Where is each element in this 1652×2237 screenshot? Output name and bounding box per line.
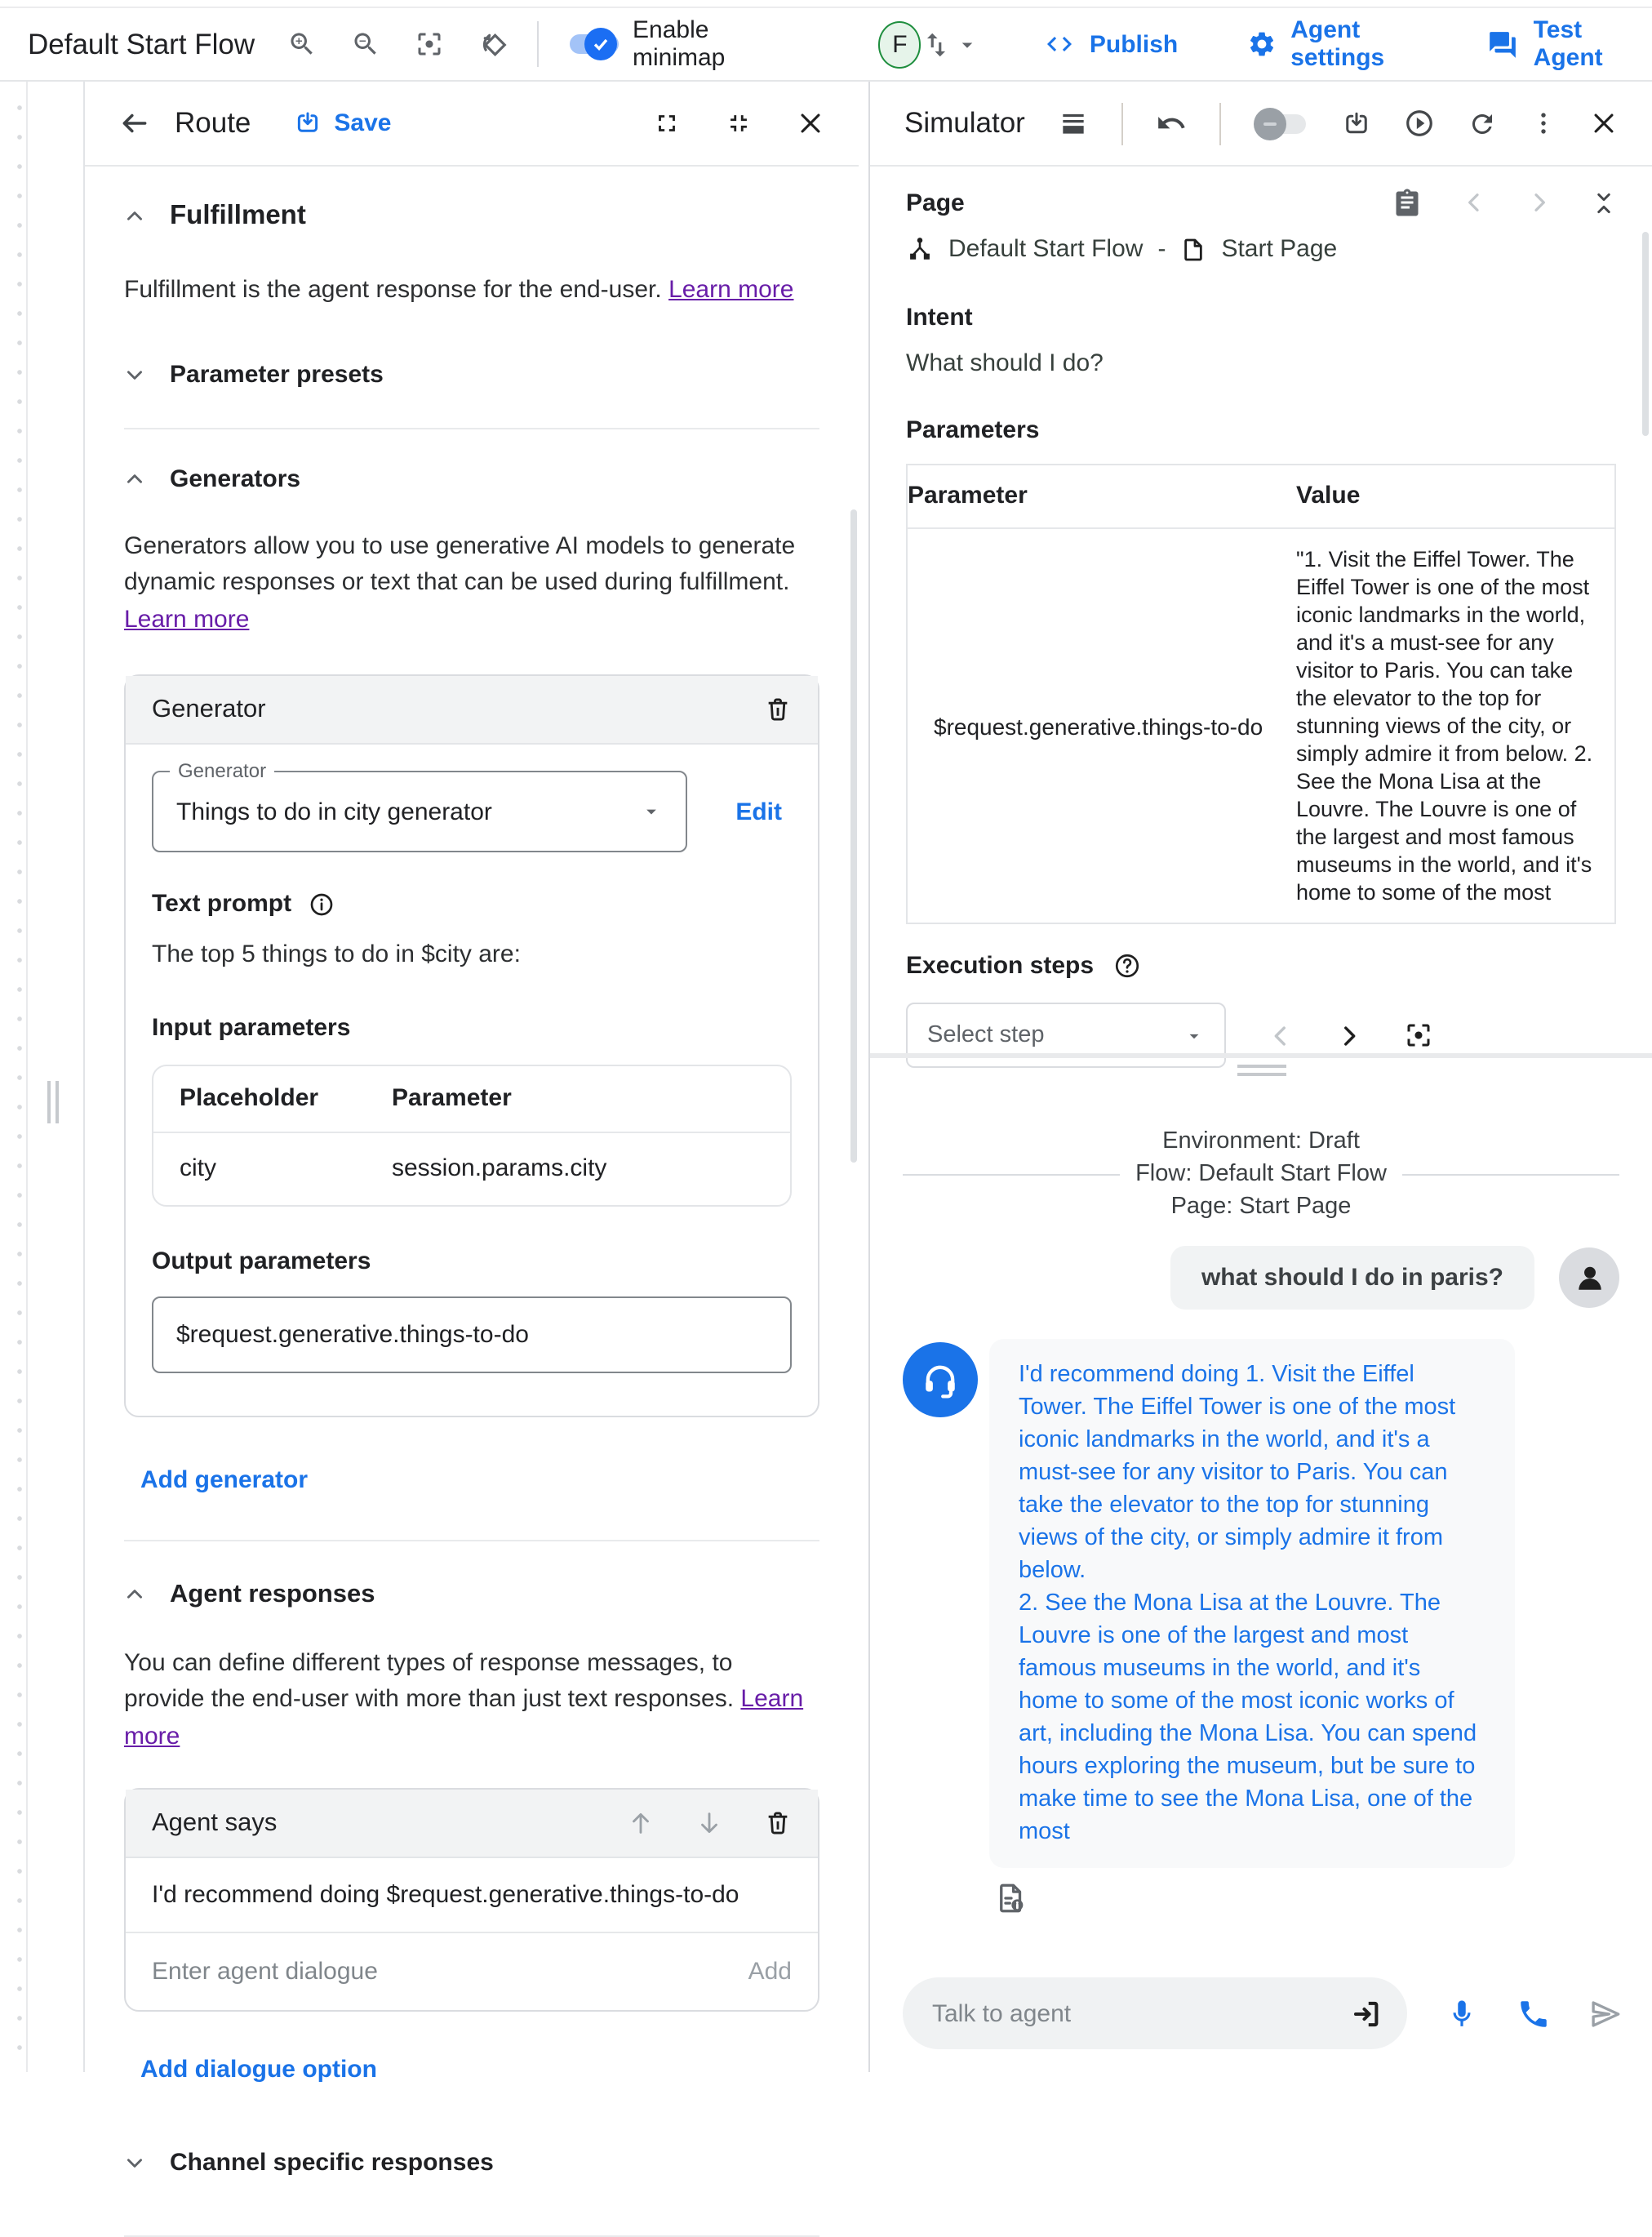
chat-input-bar [903,1977,1623,2049]
previous-page-icon[interactable] [1461,189,1487,216]
chevron-up-icon [124,1584,145,1605]
sort-order-button[interactable] [921,29,980,60]
enable-minimap-toggle[interactable] [566,28,616,60]
edit-generator-link[interactable]: Edit [735,798,782,825]
headset-icon [919,1359,961,1401]
previous-step-icon[interactable] [1267,1021,1295,1049]
dropdown-arrow-icon [639,800,662,823]
add-dialogue-option-link[interactable]: Add dialogue option [140,2056,377,2084]
table-row[interactable] [908,529,1614,923]
close-panel-icon[interactable] [797,109,824,137]
canvas-gutter [28,82,85,2072]
route-panel-body [85,167,859,2237]
column-header: Parameter [908,482,1028,509]
column-header: Placeholder [180,1083,319,1111]
fulfillment-description: Fulfillment is the agent response for the end-user. Learn more [124,276,794,304]
info-icon[interactable] [308,891,334,917]
parameter-presets-heading: Parameter presets [170,360,384,388]
generator-card [124,674,819,1416]
simulator-title: Simulator [904,106,1025,139]
forum-icon [1488,29,1519,60]
generators-section-header[interactable] [124,465,819,492]
code-icon [1046,29,1075,59]
save-icon [293,109,321,137]
delete-response-icon[interactable] [764,1809,792,1837]
microphone-icon[interactable] [1445,1996,1479,2030]
page-label: Page [906,189,965,216]
flow-page-separator: - [1157,235,1166,263]
reset-view-icon[interactable] [478,29,509,60]
publish-button[interactable]: Publish [1046,29,1178,59]
agent-message-part-1: I'd recommend doing 1. Visit the Eiffel Tower. The Eiffel Tower is one of the most iconic landmarks in the world, and it's a must-see for any visitor to Paris. You can take the elevator to the top for stunning views of the city, or simply admire it from below. [1019,1362,1456,1584]
response-info-icon[interactable] [994,1881,1619,1915]
user-message-row [903,1246,1619,1310]
route-panel [85,82,859,2177]
channel-specific-heading: Channel specific responses [170,2149,494,2177]
parameter-name-cell: $request.generative.things-to-do [934,713,1263,739]
agent-says-title: Agent says [152,1808,278,1836]
agent-responses-section-header[interactable] [124,1580,819,1609]
agent-message [989,1339,1515,1868]
flow-toolbar [0,8,1652,82]
output-parameters-label: Output parameters [152,1247,371,1274]
generators-description: Generators allow you to use generative AI models to generate dynamic responses or text that can be used during fulfillment. Learn more [124,531,796,633]
agent-says-card [124,1788,819,2012]
parameter-value-cell: "1. Visit the Eiffel Tower. The Eiffel Tower is one of the most iconic landmarks in the world, and it's a must-see for any visitor to Paris. You can take the elevator to the top for stunning views of the city, or simply admire it from below. 2. See the Mona Lisa at the Louvre. The Louvre is one of the largest and most famous museums in the world, and it's home to some of the most [1296,547,1593,905]
chevron-up-icon [124,468,145,489]
user-avatar [1559,1247,1619,1308]
text-prompt-value: The top 5 things to do in $city are: [152,941,521,968]
simulator-state-panel [870,167,1652,1053]
panel-resize-handle[interactable] [47,1081,59,1123]
add-generator-link[interactable]: Add generator [140,1465,309,1493]
chevron-down-icon [956,32,980,56]
input-parameters-label: Input parameters [152,1013,351,1041]
close-simulator-icon[interactable] [1590,109,1618,137]
agent-says-message[interactable]: I'd recommend doing $request.generative.things-to-do [152,1881,739,1909]
agent-settings-button[interactable]: Agent settings [1246,16,1419,72]
person-icon [1571,1260,1607,1296]
talk-to-agent-pill[interactable] [903,1977,1407,2049]
enable-minimap-label: Enable minimap [633,16,726,72]
talk-to-agent-input[interactable] [932,1999,1350,2027]
agent-avatar [903,1342,978,1417]
column-header: Value [1296,482,1361,509]
avatar[interactable]: F [878,20,921,68]
channel-specific-section-header[interactable] [124,2149,819,2177]
swap-vertical-icon [921,29,953,60]
fulfillment-section-header[interactable] [124,201,819,232]
help-icon[interactable] [1113,952,1141,980]
page-line: Page: Start Page [1170,1194,1352,1220]
generator-card-title: Generator [152,695,266,723]
send-icon[interactable] [1588,1996,1623,2030]
zoom-out-icon[interactable] [351,29,380,59]
environment-line: Environment: Draft [1162,1128,1360,1154]
save-session-icon[interactable] [1342,109,1371,138]
chevron-down-icon [124,363,145,385]
output-parameter-field[interactable]: $request.generative.things-to-do [152,1296,792,1372]
simulator-splitter[interactable] [870,1053,1652,1073]
collapse-panel-icon[interactable] [725,109,753,137]
input-parameters-table [152,1064,792,1206]
delete-generator-icon[interactable] [764,696,792,723]
simulator-scrollbar[interactable] [1642,232,1649,436]
fulfillment-heading: Fulfillment [170,201,306,230]
back-icon[interactable] [119,108,150,139]
dropdown-arrow-icon [1183,1025,1205,1046]
agent-message-row [903,1339,1619,1868]
flow-icon [906,235,934,263]
intent-label: Intent [906,304,973,331]
top-strip [0,0,1652,8]
execution-steps-label: Execution steps [906,952,1095,980]
current-flow-name[interactable]: Default Start Flow [948,235,1144,263]
toolbar-divider [537,21,539,67]
clipboard-icon[interactable] [1392,188,1422,217]
move-up-icon[interactable] [627,1809,655,1837]
route-panel-title: Route [175,106,251,139]
add-dialogue-button[interactable]: Add [748,1958,792,1986]
save-button[interactable]: Save [293,109,391,137]
column-header: Parameter [392,1083,512,1111]
phone-icon[interactable] [1517,1996,1551,2030]
flow-title: Default Start Flow [28,27,255,60]
learn-more-link[interactable]: Learn more [668,276,794,304]
table-row[interactable] [153,1131,790,1204]
view-list-icon[interactable] [1058,108,1089,139]
generator-select-value: Things to do in city generator [176,798,492,825]
session-context-banner [903,1125,1619,1223]
parameters-label: Parameters [906,416,1040,444]
agent-dialogue-input[interactable] [152,1958,748,1986]
text-prompt-label: Text prompt [152,890,292,918]
move-down-icon[interactable] [695,1809,723,1837]
next-step-icon[interactable] [1335,1021,1363,1049]
agent-responses-heading: Agent responses [170,1580,375,1608]
zoom-in-icon[interactable] [287,29,317,59]
chevron-down-icon [124,2152,145,2173]
route-scrollbar[interactable] [850,509,857,1163]
more-options-icon[interactable] [1530,109,1557,137]
collapse-section-icon[interactable] [1592,190,1616,215]
flow-line: Flow: Default Start Flow [1135,1161,1387,1187]
page-icon [1180,236,1206,262]
simulator-panel [870,82,1652,2072]
conversation-area [870,1073,1652,2072]
panel-gap [859,82,870,2072]
generators-heading: Generators [170,465,301,492]
placeholder-cell: city [180,1154,216,1181]
gear-icon [1246,29,1276,59]
parameters-table [906,464,1616,924]
generator-select-label: Generator [170,759,274,782]
expand-panel-icon[interactable] [653,109,681,137]
parameter-presets-section-header[interactable] [124,360,819,388]
undo-icon[interactable] [1156,108,1187,139]
agent-responses-description: You can define different types of response messages, to provide the end-user with more than just text responses. Learn more [124,1648,804,1750]
next-page-icon[interactable] [1526,189,1552,216]
intent-value: What should I do? [906,349,1104,377]
parameter-cell: session.params.city [392,1154,607,1181]
agent-message-part-2: 2. See the Mona Lisa at the Louvre. The Louvre is one of the largest and most famous museums in the world, and it's home to some of the most iconic works of art, including the Mona Lisa. You can spend hours exploring the museum, but be sure to make time to see the Mona Lisa, one of the most [1019,1590,1477,1845]
enter-icon[interactable] [1350,1996,1384,2030]
flow-canvas[interactable] [0,82,28,2072]
center-focus-icon[interactable] [415,29,444,59]
agent-dialogue-input-row [126,1932,818,2010]
select-step-dropdown[interactable]: Select step [906,1003,1226,1068]
test-agent-button[interactable]: Test Agent [1488,16,1624,72]
learn-more-link[interactable]: Learn more [124,1685,804,1750]
generator-select[interactable] [152,759,686,852]
user-message: what should I do in paris? [1170,1246,1534,1310]
current-page-name[interactable]: Start Page [1221,235,1338,263]
focus-step-icon[interactable] [1404,1021,1433,1050]
simulator-toggle[interactable] [1254,107,1309,140]
restart-icon[interactable] [1468,109,1497,138]
learn-more-link[interactable]: Learn more [124,605,250,633]
play-icon[interactable] [1404,108,1435,139]
chevron-up-icon [124,206,145,227]
